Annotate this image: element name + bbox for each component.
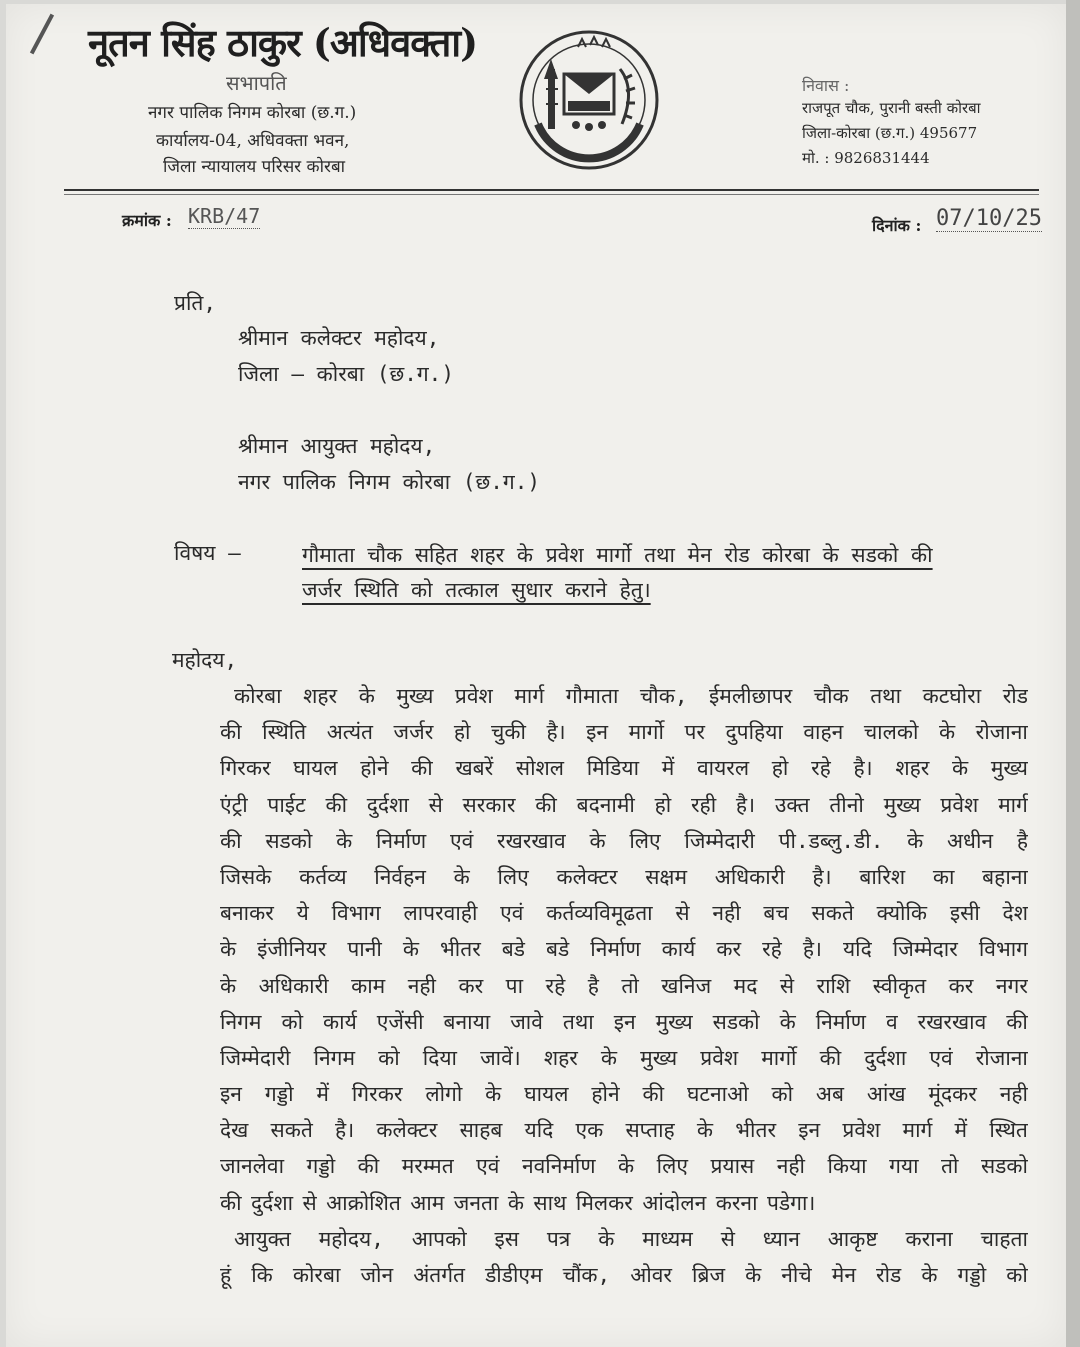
body-line: एंट्री पाईट की दुर्दशा से सरकार की बदनामी हो रही है। उक्त तीनो मुख्य प्रवेश मार्ग [220, 792, 1028, 817]
body-line: की सडको के निर्माण एवं रखरखाव के लिए जिम्मेदारी पी.डब्लु.डी. के अधीन है [220, 828, 1028, 853]
sender-premises-line: जिला न्यायालय परिसर कोरबा [163, 157, 346, 177]
recipient-commissioner: श्रीमान आयुक्त महोदय, [238, 434, 436, 458]
body-line: देख सकते है। कलेक्टर साहब यदि एक सप्ताह के भीतर इन प्रवेश मार्ग में स्थित [220, 1118, 1028, 1143]
body-line: के अधिकारी काम नही कर पा रहे है तो खनिज मद से राशि स्वीकृत कर नगर [220, 973, 1028, 998]
sender-name: नूतन सिंह ठाकुर (अधिवक्ता) [88, 20, 478, 65]
sender-org-line: नगर पालिक निगम कोरबा (छ.ग.) [148, 103, 357, 123]
residence-label: निवास : [802, 76, 850, 95]
letter-page [6, 4, 1066, 1347]
ref-label: क्रमांक : [122, 211, 172, 230]
ref-number: KRB/47 [188, 204, 261, 228]
municipal-seal-logo [518, 29, 660, 171]
decorative-slash [30, 14, 54, 55]
page-edge [1066, 0, 1080, 1347]
body-line: की दुर्दशा से आक्रोशित आम जनता के साथ मिलकर आंदोलन करना पडेगा। [220, 1190, 816, 1215]
recipient-collector: श्रीमान कलेक्टर महोदय, [238, 326, 440, 350]
letter-date: 07/10/25 [936, 206, 1042, 231]
subject-line: जर्जर स्थिति को तत्काल सुधार कराने हेतु। [302, 578, 651, 602]
sender-office-line: कार्यालय-04, अधिवक्ता भवन, [156, 131, 350, 151]
body-line: की स्थिति अत्यंत जर्जर हो चुकी है। इन मार्गो पर दुपहिया वाहन चालको के रोजाना [220, 720, 1028, 745]
recipient-commissioner-org: नगर पालिक निगम कोरबा (छ.ग.) [238, 470, 540, 494]
residence-address-line: राजपूत चौक, पुरानी बस्ती कोरबा [802, 99, 981, 117]
body-line: कोरबा शहर के मुख्य प्रवेश मार्ग गौमाता चौक, ईमलीछापर चौक तथा कटघोरा रोड [234, 684, 1028, 708]
body-line: आयुक्त महोदय, आपको इस पत्र के माध्यम से ध्यान आकृष्ट कराना चाहता [234, 1226, 1028, 1251]
body-line: हूं कि कोरबा जोन अंतर्गत डीडीएम चौंक, ओवर ब्रिज के नीचे मेन रोड के गड्डो को [220, 1263, 1028, 1287]
body-line: जिसके कर्तव्य निर्वहन के लिए कलेक्टर सक्षम अधिकारी है। बारिश का बहाना [220, 864, 1028, 889]
subject-line: गौमाता चौक सहित शहर के प्रवेश मार्गो तथा मेन रोड कोरबा के सडको की [302, 543, 933, 567]
header-divider [64, 189, 1039, 191]
body-line: के इंजीनियर पानी के भीतर बडे बडे निर्माण कार्य कर रहे है। यदि जिम्मेदार विभाग [220, 937, 1028, 962]
sender-role: सभापति [226, 71, 287, 95]
body-line: जानलेवा गड्डो की मरम्मत एवं नवनिर्माण के लिए प्रयास नही किया गया तो सडको [220, 1154, 1028, 1179]
mobile-number: मो. : 9826831444 [802, 149, 930, 167]
letter-body [220, 678, 1028, 1293]
body-line: गिरकर घायल होने की खबरें सोशल मिडिया में वायरल हो रहे है। शहर के मुख्य [220, 756, 1028, 781]
to-label: प्रति, [174, 291, 217, 315]
subject-label: विषय – [174, 541, 241, 565]
recipient-collector-district: जिला – कोरबा (छ.ग.) [238, 362, 454, 386]
body-line: जिम्मेदारी निगम को दिया जावें। शहर के मुख्य प्रवेश मार्गो की दुर्दशा एवं रोजाना [220, 1045, 1028, 1070]
salutation: महोदय, [172, 648, 238, 672]
body-line: बनाकर ये विभाग लापरवाही एवं कर्तव्यविमूढता से नही बच सकते क्योकि इसी देश [220, 901, 1028, 926]
header-divider-thin [64, 194, 1039, 195]
date-label: दिनांक : [872, 216, 922, 235]
body-line: इन गड्डो में गिरकर लोगो के घायल होने की घटनाओ को अब आंख मूंदकर नही [220, 1082, 1028, 1107]
body-line: निगम को कार्य एजेंसी बनाया जावे तथा इन मुख्य सडको के निर्माण व रखरखाव की [220, 1009, 1028, 1034]
residence-district-line: जिला-कोरबा (छ.ग.) 495677 [802, 124, 978, 142]
